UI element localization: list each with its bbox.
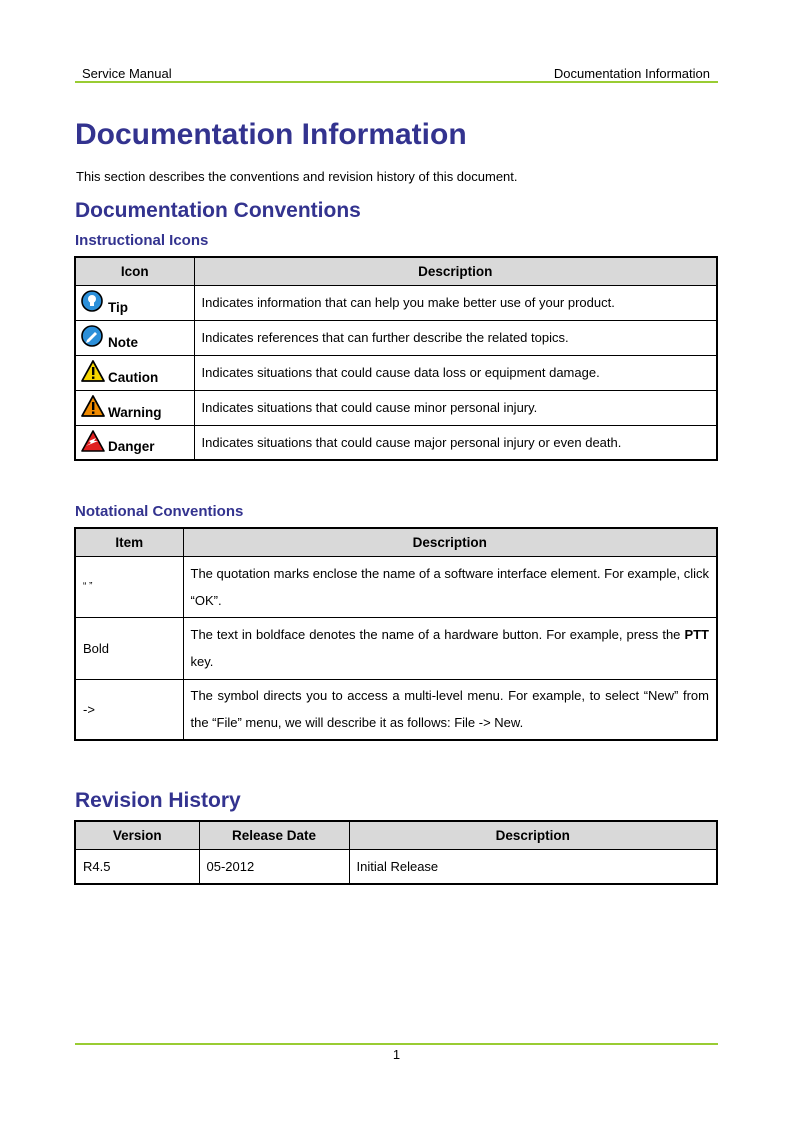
- danger-icon: [80, 429, 106, 453]
- item-cell: Bold: [75, 617, 183, 679]
- item-cell: “ ”: [75, 556, 183, 617]
- table-row: [75, 425, 717, 460]
- icon-cell: [75, 390, 194, 425]
- icon-cell: [75, 425, 194, 460]
- table-row: [75, 849, 717, 884]
- page-header: [75, 64, 718, 83]
- description-cell: Indicates references that can further describe the related topics.: [194, 320, 717, 355]
- description-cell: [183, 617, 717, 679]
- table-row: [75, 355, 717, 390]
- table-row: [75, 556, 717, 617]
- icon-label: Tip: [108, 299, 128, 315]
- item-cell: ->: [75, 679, 183, 740]
- warning-icon: [80, 394, 106, 418]
- icon-cell: [75, 355, 194, 390]
- revision-history-table: [74, 820, 718, 885]
- description-cell: Indicates situations that could cause major personal injury or even death.: [194, 425, 717, 460]
- instructional-icons-heading: Instructional Icons: [75, 232, 209, 249]
- column-header: Version: [75, 821, 199, 849]
- column-header: Description: [194, 257, 717, 285]
- revision-history-heading: Revision History: [75, 789, 241, 812]
- ptt-key-name: PTT: [684, 627, 709, 642]
- column-header: Item: [75, 528, 183, 556]
- conventions-heading: Documentation Conventions: [75, 199, 361, 222]
- icon-label: Caution: [108, 369, 159, 385]
- note-icon: [80, 324, 104, 348]
- intro-text: This section describes the conventions and revision history of this document.: [76, 169, 518, 184]
- icon-cell: [75, 285, 194, 320]
- notational-conventions-heading: Notational Conventions: [75, 503, 244, 520]
- table-header-row: [75, 821, 717, 849]
- page-number: 1: [392, 1047, 401, 1062]
- table-header-row: [75, 528, 717, 556]
- notational-conventions-table: [74, 527, 718, 741]
- icon-label: Note: [108, 334, 138, 350]
- icon-label: Danger: [108, 439, 155, 454]
- description-cell: Indicates information that can help you make better use of your product.: [194, 285, 717, 320]
- table-header-row: [75, 257, 717, 285]
- description-cell: The quotation marks enclose the name of a software interface element. For example, click “OK”.: [183, 556, 717, 617]
- description-text: The text in boldface denotes the name of a hardware button. For example, press the: [190, 627, 685, 642]
- table-row: [75, 320, 717, 355]
- version-cell: R4.5: [75, 849, 199, 884]
- description-cell: Indicates situations that could cause minor personal injury.: [194, 390, 717, 425]
- icon-cell: [75, 320, 194, 355]
- description-text: key.: [190, 654, 214, 669]
- description-cell: The symbol directs you to access a multi-level menu. For example, to select “New” from the “File” menu, we will describe it as follows: File -> New.: [183, 679, 717, 740]
- column-header: Release Date: [199, 821, 349, 849]
- caution-icon: [80, 359, 106, 383]
- tip-icon: [80, 289, 104, 313]
- table-row: [75, 679, 717, 740]
- header-right: Documentation Information: [553, 66, 710, 81]
- table-row: [75, 617, 717, 679]
- column-header: Icon: [75, 257, 194, 285]
- description-cell: Indicates situations that could cause data loss or equipment damage.: [194, 355, 717, 390]
- icon-label: Warning: [108, 404, 162, 420]
- instructional-icons-table: [74, 256, 718, 461]
- table-row: [75, 390, 717, 425]
- column-header: Description: [349, 821, 717, 849]
- column-header: Description: [183, 528, 717, 556]
- table-row: [75, 285, 717, 320]
- description-cell: Initial Release: [349, 849, 717, 884]
- release-date-cell: 05-2012: [199, 849, 349, 884]
- header-left: Service Manual: [82, 66, 172, 81]
- footer-rule: [75, 1043, 718, 1045]
- page-title: Documentation Information: [75, 118, 467, 151]
